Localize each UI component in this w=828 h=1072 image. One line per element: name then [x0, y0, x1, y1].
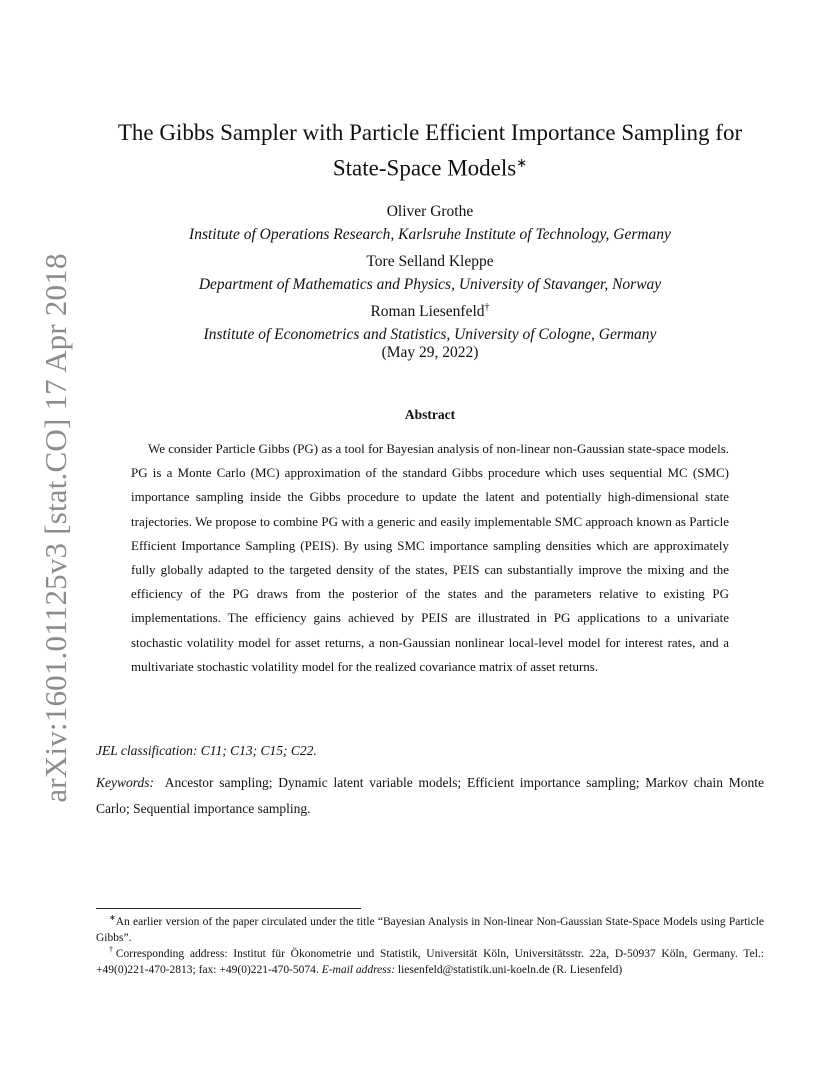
- keywords-label: Keywords:: [96, 775, 154, 790]
- email-address[interactable]: liesenfeld@statistik.uni-koeln.de (R. Liesenfeld): [397, 963, 623, 976]
- keywords: [96, 770, 764, 822]
- abstract-heading: Abstract: [404, 407, 456, 422]
- footnote-text: An earlier version of the paper circulated under the title “Bayesian Analysis in Non-linear Non-Gaussian State-Space Models using Particle Gibbs”.: [96, 915, 764, 944]
- title-footnote-mark: ∗: [516, 155, 528, 170]
- footnote-text: Corresponding address: Institut für Ökonometrie und Statistik, Universität Köln, Universitätsstr. 22a, D-50937 Köln, Germany. Tel.: +49(0)221-470-2813; fax: +49(0)221-470-5074.: [96, 947, 764, 976]
- footnote: [96, 942, 764, 978]
- email-label: E-mail address:: [321, 963, 396, 976]
- arxiv-identifier: arXiv:1601.01125v3 [stat.CO] 17 Apr 2018: [38, 253, 73, 803]
- author-name: Tore Selland Kleppe: [366, 253, 494, 271]
- footnote: [96, 910, 764, 946]
- keywords-text: Ancestor sampling; Dynamic latent variable models; Efficient importance sampling; Markov chain Monte Carlo; Sequential importance sampling.: [96, 775, 764, 816]
- abstract-text: We consider Particle Gibbs (PG) as a tool for Bayesian analysis of non-linear non-Gaussian state-space models. PG is a Monte Carlo (MC) approximation of the standard Gibbs procedure which uses sequential MC (SMC) importance sampling inside the Gibbs procedure to update the latent and potentially high-dimensional state trajectories. We propose to combine PG with a generic and easily implementable SMC approach known as Particle Efficient Importance Sampling (PEIS). By using SMC importance sampling densities which are approximately fully globally adapted to the targeted density of the states, PEIS can substantially improve the mixing and the efficiency of the PG draws from the posterior of the states and the parameters relative to existing PG implementations. The efficiency gains achieved by PEIS are illustrated in PG applications to a univariate stochastic volatility model for asset returns, a non-Gaussian nonlinear local-level model for interest rates, and a multivariate stochastic volatility model for the realized covariance matrix of asset returns.: [131, 441, 729, 674]
- title-line-1: The Gibbs Sampler with Particle Efficient Importance Sampling for: [117, 120, 743, 145]
- author-name: Roman Liesenfeld†: [370, 302, 490, 321]
- footnote-divider: [96, 908, 361, 909]
- author-affiliation: Institute of Econometrics and Statistics, University of Cologne, Germany: [203, 326, 657, 344]
- footnote-mark: ∗: [109, 913, 116, 922]
- author-block: [96, 196, 764, 346]
- author-affiliation: Department of Mathematics and Physics, University of Stavanger, Norway: [198, 276, 662, 294]
- jel-classification: JEL classification: C11; C13; C15; C22.: [96, 743, 317, 758]
- paper-date: (May 29, 2022): [381, 344, 479, 361]
- author-name: Oliver Grothe: [386, 203, 474, 221]
- title-line-2: State-Space Models: [332, 155, 517, 181]
- author-affiliation: Institute of Operations Research, Karlsruhe Institute of Technology, Germany: [189, 226, 671, 244]
- paper-title: [96, 118, 764, 184]
- footnote-mark: †: [109, 945, 116, 954]
